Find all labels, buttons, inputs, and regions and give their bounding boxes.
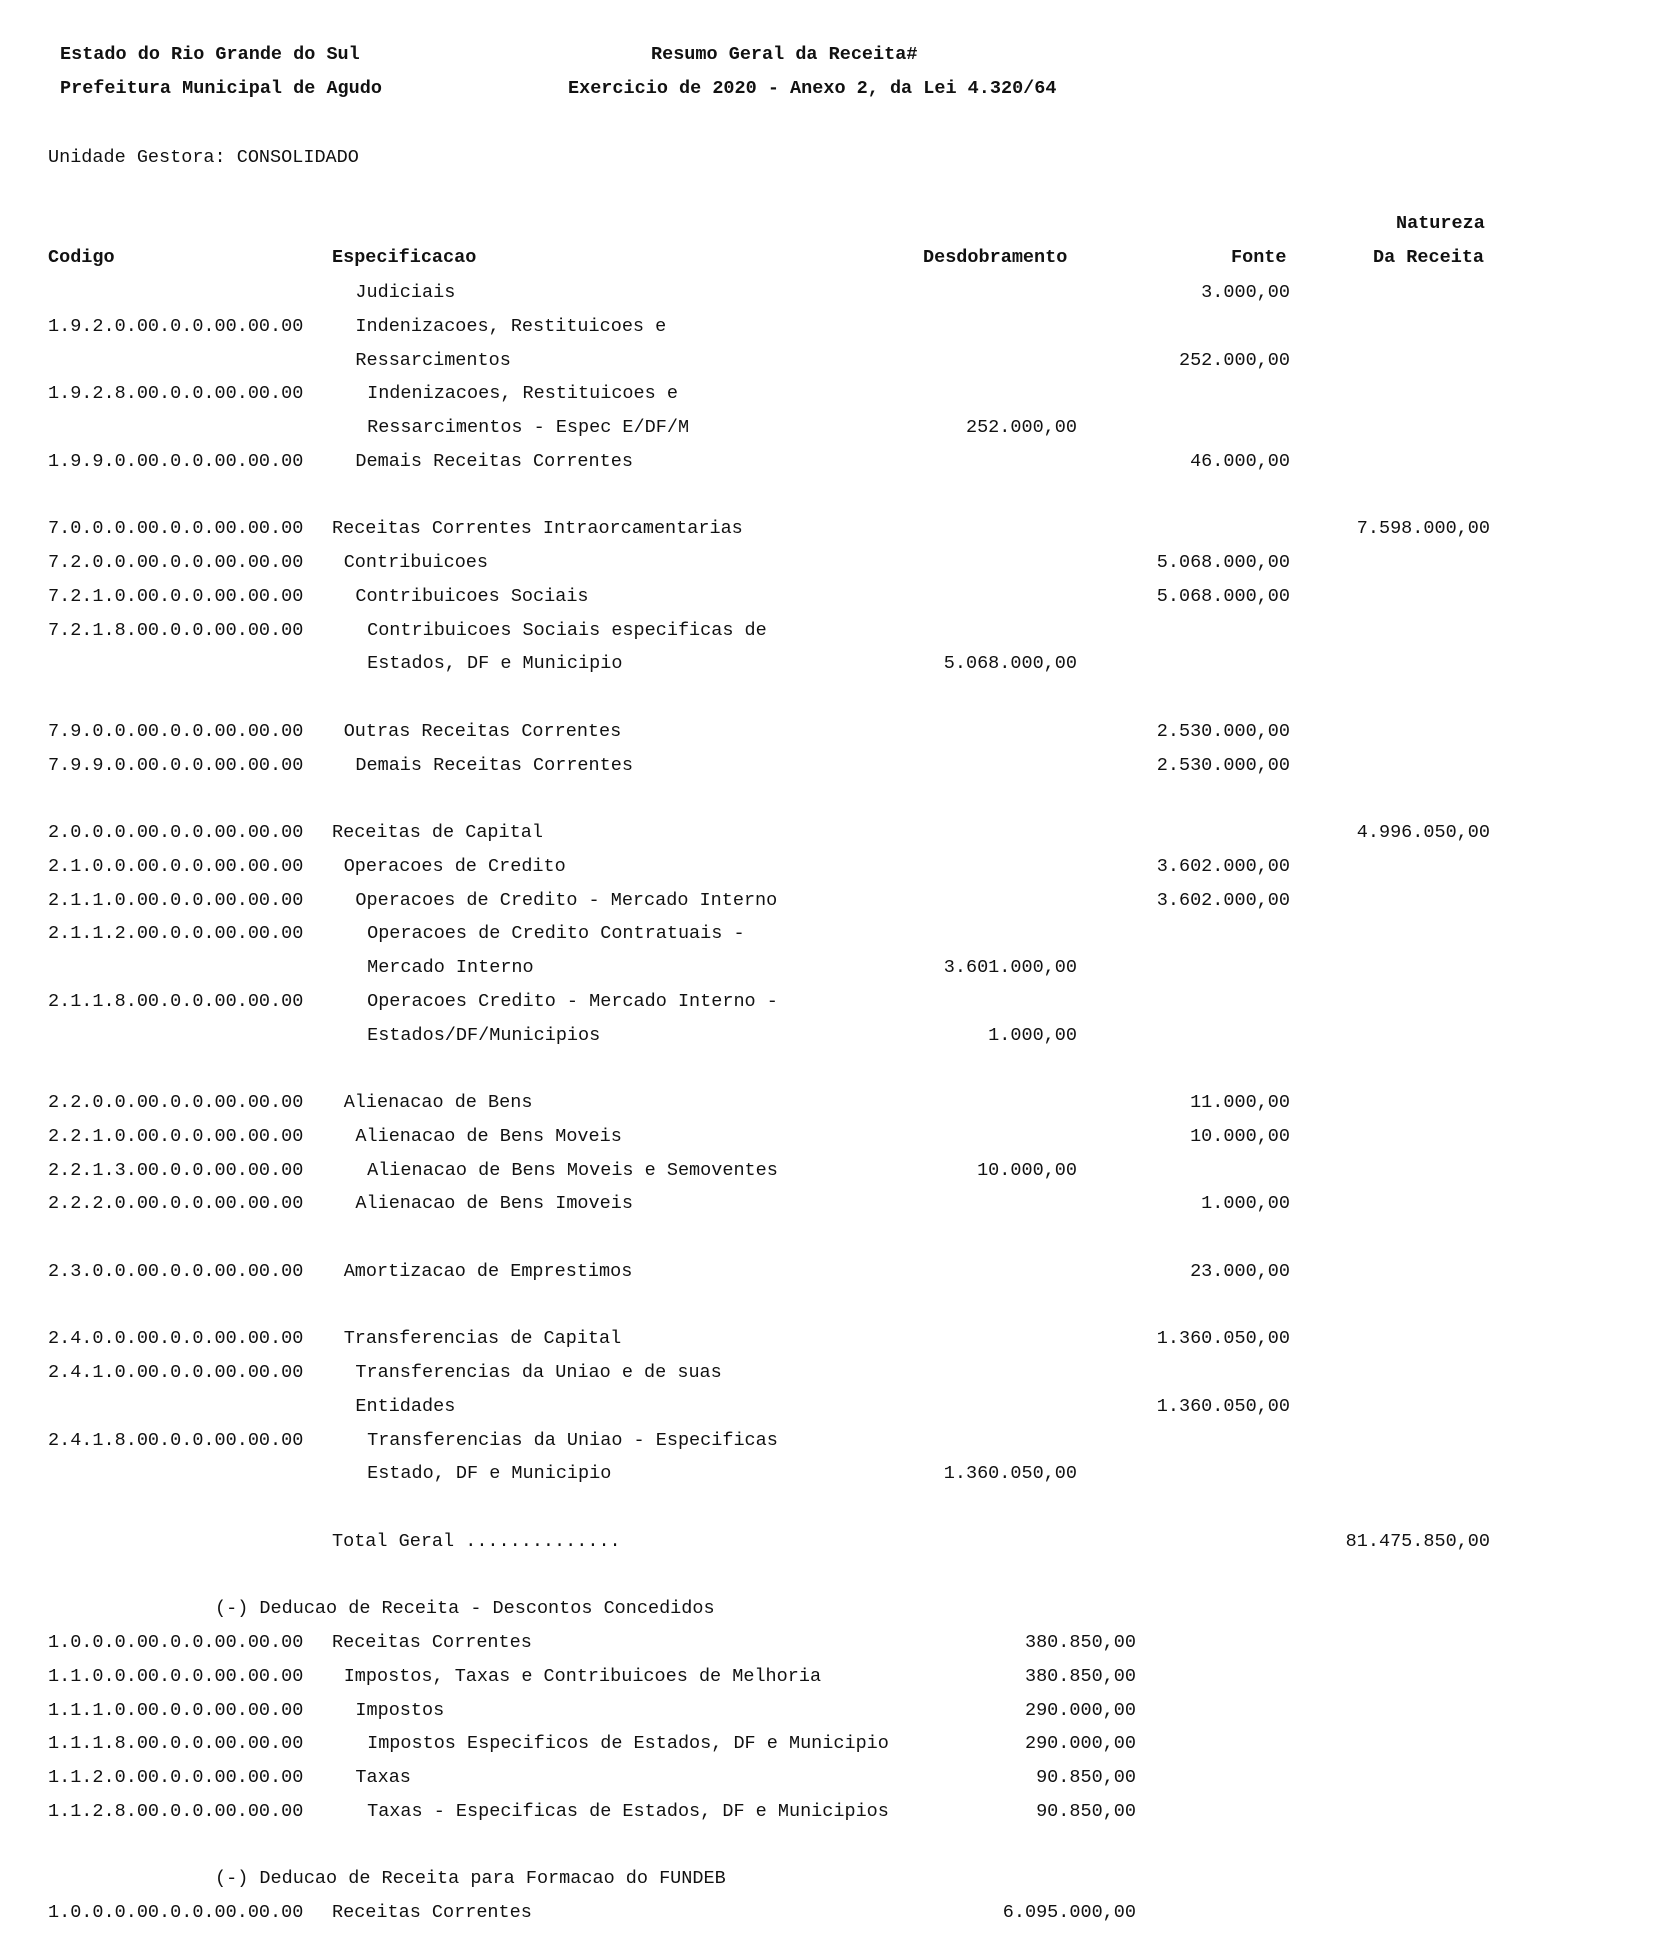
row-fonte: 3.000,00: [1201, 282, 1290, 303]
row-deducao-value: 6.095.000,00: [1002, 1902, 1136, 1923]
table-row: [0, 1631, 1653, 1655]
row-natureza: 4.996.050,00: [1356, 822, 1490, 843]
row-specification: Receitas Correntes: [332, 1632, 532, 1653]
row-specification: Amortizacao de Emprestimos: [343, 1260, 633, 1282]
row-desdobramento: 10.000,00: [977, 1159, 1077, 1181]
table-row: [0, 754, 1653, 778]
row-specification: Impostos Especificos de Estados, DF e Municipio: [367, 1733, 889, 1755]
column-header-spec: Especificacao: [332, 247, 477, 268]
table-row: [0, 1462, 1653, 1486]
table-row: [0, 922, 1653, 946]
row-fonte: 46.000,00: [1190, 450, 1290, 472]
table-row: [0, 1395, 1653, 1419]
row-code: 2.0.0.0.00.0.0.00.00.00: [48, 822, 304, 843]
row-specification: Estado, DF e Municipio: [367, 1463, 612, 1485]
row-specification: Ressarcimentos: [355, 349, 511, 371]
row-code: 1.0.0.0.00.0.0.00.00.00: [48, 1902, 304, 1923]
row-code: 2.1.1.0.00.0.0.00.00.00: [48, 889, 304, 911]
row-fonte: 23.000,00: [1190, 1260, 1290, 1282]
row-desdobramento: 5.068.000,00: [943, 653, 1077, 675]
row-code: 2.2.1.3.00.0.0.00.00.00: [48, 1159, 304, 1181]
row-fonte: 3.602.000,00: [1156, 855, 1290, 877]
row-specification: Operacoes de Credito - Mercado Interno: [355, 889, 778, 911]
row-natureza: 7.598.000,00: [1356, 518, 1490, 540]
column-header-desdobramento: Desdobramento: [923, 247, 1068, 268]
table-row: [0, 1429, 1653, 1453]
municipality-name: Prefeitura Municipal de Agudo: [60, 78, 382, 99]
table-row: [0, 1192, 1653, 1216]
table-row: [0, 349, 1653, 373]
row-specification: Operacoes de Credito: [343, 855, 566, 877]
row-code: 7.2.1.0.00.0.0.00.00.00: [48, 585, 304, 607]
row-fonte: 5.068.000,00: [1156, 552, 1290, 573]
row-code: 2.4.1.0.00.0.0.00.00.00: [48, 1362, 304, 1383]
row-code: 1.9.2.0.00.0.0.00.00.00: [48, 315, 304, 337]
row-code: 1.1.1.0.00.0.0.00.00.00: [48, 1699, 304, 1721]
report-subtitle: Exercicio de 2020 - Anexo 2, da Lei 4.320/64: [568, 78, 1057, 99]
row-code: 7.0.0.0.00.0.0.00.00.00: [48, 518, 304, 540]
table-row: [0, 1091, 1653, 1115]
table-row: [0, 720, 1653, 744]
row-fonte: 10.000,00: [1190, 1125, 1290, 1147]
row-fonte: 11.000,00: [1190, 1092, 1290, 1113]
table-row: [0, 1125, 1653, 1149]
table-row: [0, 652, 1653, 676]
row-fonte: 1.360.050,00: [1156, 1395, 1290, 1417]
row-code: 2.1.1.2.00.0.0.00.00.00: [48, 923, 304, 945]
table-row: [0, 382, 1653, 406]
row-specification: Indenizacoes, Restituicoes e: [367, 383, 678, 405]
row-specification: Impostos, Taxas e Contribuicoes de Melhoria: [343, 1665, 822, 1687]
report-title: Resumo Geral da Receita#: [651, 44, 918, 65]
row-specification: Contribuicoes Sociais: [355, 585, 589, 607]
table-row: [0, 517, 1653, 541]
row-specification: Taxas: [355, 1767, 411, 1788]
table-row: [0, 1327, 1653, 1351]
row-desdobramento: 1.360.050,00: [943, 1463, 1077, 1485]
table-row: [0, 1800, 1653, 1824]
row-desdobramento: 1.000,00: [988, 1024, 1077, 1046]
table-row: [0, 889, 1653, 913]
table-row: [0, 1530, 1653, 1554]
row-specification: Operacoes Credito - Mercado Interno -: [367, 990, 778, 1012]
row-specification: Operacoes de Credito Contratuais -: [367, 923, 745, 945]
column-header-code: Codigo: [48, 247, 115, 268]
row-code: 2.3.0.0.00.0.0.00.00.00: [48, 1260, 304, 1282]
row-specification: Total Geral ..............: [332, 1530, 621, 1552]
table-row: [0, 1159, 1653, 1183]
row-code: 7.2.1.8.00.0.0.00.00.00: [48, 619, 304, 641]
row-deducao-value: 90.850,00: [1036, 1800, 1136, 1822]
row-deducao-value: 380.850,00: [1024, 1632, 1136, 1653]
row-specification: Alienacao de Bens Moveis: [355, 1125, 622, 1147]
row-code: 2.2.1.0.00.0.0.00.00.00: [48, 1125, 304, 1147]
table-row: [0, 990, 1653, 1014]
row-specification: Receitas Correntes Intraorcamentarias: [332, 518, 743, 540]
table-row: [0, 281, 1653, 305]
row-specification: Receitas de Capital: [332, 822, 543, 843]
table-row: [0, 585, 1653, 609]
row-deducao-value: 380.850,00: [1024, 1665, 1136, 1687]
row-fonte: 3.602.000,00: [1156, 889, 1290, 911]
row-specification: Contribuicoes: [343, 552, 489, 573]
row-specification: Demais Receitas Correntes: [355, 754, 633, 776]
row-specification: Taxas - Especificas de Estados, DF e Municipios: [367, 1800, 889, 1822]
row-specification: Demais Receitas Correntes: [355, 450, 633, 472]
row-specification: Judiciais: [355, 282, 456, 303]
row-code: 1.0.0.0.00.0.0.00.00.00: [48, 1632, 304, 1653]
table-row: [0, 1597, 1653, 1621]
row-specification: Ressarcimentos - Espec E/DF/M: [367, 417, 690, 438]
row-specification: Contribuicoes Sociais especificas de: [367, 619, 767, 641]
row-fonte: 1.360.050,00: [1156, 1328, 1290, 1350]
row-specification: (-) Deducao de Receita para Formacao do FUNDEB: [215, 1868, 726, 1890]
row-desdobramento: 3.601.000,00: [943, 957, 1077, 978]
table-row: [0, 1732, 1653, 1756]
column-header-da-receita: Da Receita: [1373, 247, 1485, 268]
row-specification: (-) Deducao de Receita - Descontos Concedidos: [215, 1598, 715, 1620]
managing-unit: Unidade Gestora: CONSOLIDADO: [48, 147, 359, 168]
row-specification: Mercado Interno: [367, 957, 534, 978]
table-row: [0, 450, 1653, 474]
row-specification: Estados/DF/Municipios: [367, 1024, 601, 1046]
table-row: [0, 1665, 1653, 1689]
row-code: 7.9.0.0.00.0.0.00.00.00: [48, 720, 304, 742]
table-row: [0, 1901, 1653, 1925]
table-row: [0, 1024, 1653, 1048]
row-code: 1.9.2.8.00.0.0.00.00.00: [48, 383, 304, 405]
table-row: [0, 1361, 1653, 1385]
row-code: 1.1.1.8.00.0.0.00.00.00: [48, 1733, 304, 1755]
row-code: 2.2.0.0.00.0.0.00.00.00: [48, 1092, 304, 1113]
table-row: [0, 619, 1653, 643]
table-row: [0, 551, 1653, 575]
row-code: 7.2.0.0.00.0.0.00.00.00: [48, 552, 304, 573]
row-specification: Transferencias de Capital: [343, 1328, 622, 1350]
table-row: [0, 855, 1653, 879]
table-row: [0, 821, 1653, 845]
table-row: [0, 1699, 1653, 1723]
row-code: 1.1.2.0.00.0.0.00.00.00: [48, 1767, 304, 1788]
table-row: [0, 315, 1653, 339]
row-specification: Transferencias da Uniao - Especificas: [367, 1429, 778, 1451]
row-specification: Receitas Correntes: [332, 1902, 532, 1923]
column-header-fonte: Fonte: [1231, 247, 1287, 268]
table-row: [0, 1867, 1653, 1891]
row-fonte: 1.000,00: [1201, 1193, 1290, 1215]
row-specification: Alienacao de Bens Moveis e Semoventes: [367, 1159, 778, 1181]
table-row: [0, 956, 1653, 980]
row-code: 1.1.2.8.00.0.0.00.00.00: [48, 1800, 304, 1822]
row-desdobramento: 252.000,00: [965, 417, 1077, 438]
row-deducao-value: 90.850,00: [1036, 1767, 1136, 1788]
row-fonte: 252.000,00: [1178, 349, 1290, 371]
row-specification: Transferencias da Uniao e de suas: [355, 1362, 722, 1383]
table-row: [0, 1766, 1653, 1790]
row-specification: Alienacao de Bens Imoveis: [355, 1193, 633, 1215]
row-specification: Indenizacoes, Restituicoes e: [355, 315, 667, 337]
row-deducao-value: 290.000,00: [1024, 1733, 1136, 1755]
row-code: 1.9.9.0.00.0.0.00.00.00: [48, 450, 304, 472]
row-code: 2.4.0.0.00.0.0.00.00.00: [48, 1328, 304, 1350]
column-header-natureza: Natureza: [1396, 213, 1485, 234]
row-code: 2.2.2.0.00.0.0.00.00.00: [48, 1193, 304, 1215]
row-code: 2.1.0.0.00.0.0.00.00.00: [48, 855, 304, 877]
row-code: 2.1.1.8.00.0.0.00.00.00: [48, 990, 304, 1012]
row-specification: Entidades: [355, 1395, 456, 1417]
row-specification: Estados, DF e Municipio: [367, 653, 623, 675]
row-specification: Alienacao de Bens: [343, 1092, 533, 1113]
row-natureza: 81.475.850,00: [1345, 1530, 1490, 1552]
row-fonte: 5.068.000,00: [1156, 585, 1290, 607]
table-row: [0, 416, 1653, 440]
row-specification: Impostos: [355, 1699, 445, 1721]
row-specification: Outras Receitas Correntes: [343, 720, 622, 742]
row-fonte: 2.530.000,00: [1156, 754, 1290, 776]
state-name: Estado do Rio Grande do Sul: [60, 44, 360, 65]
row-code: 2.4.1.8.00.0.0.00.00.00: [48, 1429, 304, 1451]
row-code: 1.1.0.0.00.0.0.00.00.00: [48, 1665, 304, 1687]
row-deducao-value: 290.000,00: [1024, 1699, 1136, 1721]
row-fonte: 2.530.000,00: [1156, 720, 1290, 742]
table-row: [0, 1260, 1653, 1284]
row-code: 7.9.9.0.00.0.0.00.00.00: [48, 754, 304, 776]
